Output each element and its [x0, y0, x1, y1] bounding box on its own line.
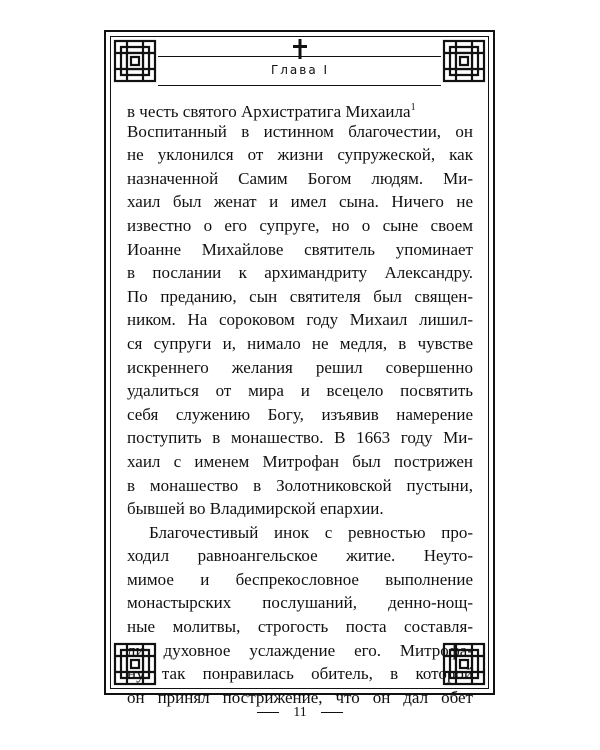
- text-line: [127, 474, 473, 498]
- text-line: [127, 568, 473, 592]
- text-line-content: ся супруги и, нимало не медля, в чувстве: [127, 333, 473, 353]
- text-line-content: ли духовное услаждение его. Митрофа-: [127, 640, 473, 660]
- cross-icon: [289, 38, 311, 60]
- text-line: [127, 143, 473, 167]
- text-line: [127, 285, 473, 309]
- text-line: [127, 214, 473, 238]
- text-line-content: не уклонился от жизни супружеской, как: [127, 145, 473, 165]
- text-line-content: ну так понравилась обитель, в которой: [127, 664, 473, 684]
- text-line-content: он принял пострижение, что он дал обет: [127, 687, 473, 707]
- text-line-content: хаил с именем Митрофан был пострижен: [127, 451, 473, 471]
- text-line-content: поступить в монашество. В 1663 году Ми-: [127, 428, 473, 448]
- text-line-content: себя служению Богу, изъявив намерение: [127, 404, 473, 424]
- text-line-content: в честь святого Архистратига Михаила: [127, 102, 411, 121]
- text-line-content: Воспитанный в истинном благочестии, он: [127, 121, 473, 141]
- text-line: [127, 450, 473, 474]
- text-line: [127, 238, 473, 262]
- header-rule-bottom: [158, 85, 441, 86]
- text-line: [127, 639, 473, 663]
- text-line: [127, 662, 473, 686]
- text-line-content: По преданию, сын святителя был священ-: [127, 286, 473, 306]
- text-line-content: Иоанне Михайлове святитель упоминает: [127, 239, 473, 259]
- text-line: [127, 521, 473, 545]
- text-line-content: известно о его супруге, но о сыне своем: [127, 215, 473, 235]
- text-line-content: монастырских послушаний, денно-нощ-: [127, 593, 473, 613]
- text-line-content: бывшей во Владимирской епархии.: [127, 499, 384, 519]
- text-line: [127, 308, 473, 332]
- text-line-content: ходил равноангельское житие. Неуто-: [127, 546, 473, 566]
- text-line: [127, 261, 473, 285]
- text-line: [127, 403, 473, 427]
- text-line-content: хаил был женат и имел сына. Ничего не: [127, 192, 473, 212]
- text-line-content: мимое и беспрекословное выполнение: [127, 569, 473, 589]
- text-line: [127, 426, 473, 450]
- page-footer: [0, 705, 600, 721]
- footer-dash-right: [321, 712, 343, 713]
- text-line-content: в послании к архимандриту Александру.: [127, 263, 473, 283]
- knot-ornament-icon: [441, 38, 487, 84]
- chapter-label: Глава I: [270, 63, 330, 77]
- text-line-content: искреннего желания решил совершенно: [127, 357, 473, 377]
- knot-ornament-icon: [112, 38, 158, 84]
- text-line: [127, 497, 473, 521]
- text-line: [127, 332, 473, 356]
- text-line: [127, 120, 473, 144]
- text-line: [127, 96, 473, 120]
- text-line-content: назначенной Самим Богом людям. Ми-: [127, 168, 473, 188]
- text-line: [127, 544, 473, 568]
- text-line: [127, 591, 473, 615]
- text-line: [127, 615, 473, 639]
- footnote-mark: 1: [410, 102, 416, 113]
- page-number: 11: [293, 705, 307, 720]
- text-line-content: ником. На сороковом году Михаил лишил-: [127, 310, 473, 330]
- text-line-content: в монашество в Золотниковской пустыни,: [127, 475, 473, 495]
- text-line-content: удалиться от мира и всецело посвятить: [127, 381, 473, 401]
- text-line-content: ные молитвы, строгость поста составля-: [127, 617, 473, 637]
- text-line: [127, 379, 473, 403]
- text-line: [127, 190, 473, 214]
- text-line-content: Благочестивый инок с ревностью про-: [149, 522, 473, 542]
- footer-dash-left: [257, 712, 279, 713]
- text-line: [127, 356, 473, 380]
- body-text: [127, 96, 473, 709]
- text-line: [127, 167, 473, 191]
